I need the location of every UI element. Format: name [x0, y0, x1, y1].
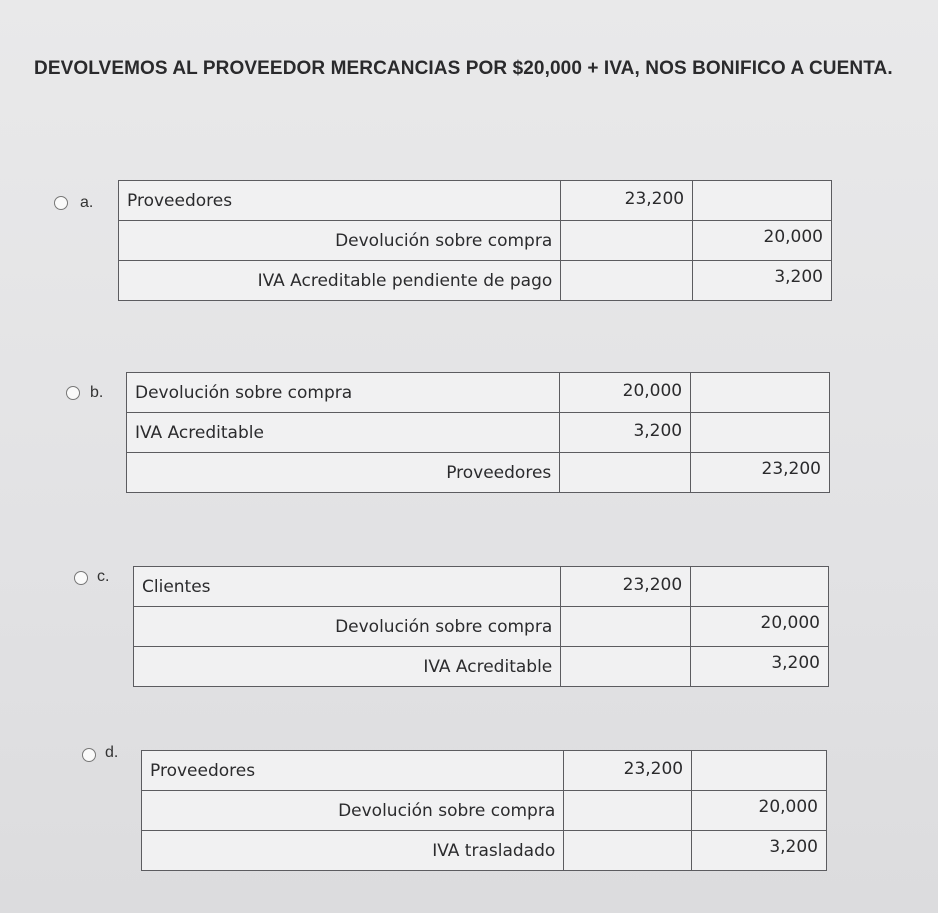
- account-cell: Proveedores: [127, 453, 560, 493]
- option-a-letter: a.: [80, 194, 94, 211]
- table-row: [142, 751, 827, 791]
- radio-option-a[interactable]: [54, 196, 68, 210]
- credit-cell: 20,000: [692, 791, 827, 831]
- account-cell: IVA Acreditable: [134, 647, 561, 687]
- debit-cell: 3,200: [560, 413, 691, 453]
- table-row: [134, 647, 829, 687]
- credit-cell: 20,000: [691, 607, 829, 647]
- option-d-letter: d.: [105, 744, 119, 761]
- table-row: [119, 261, 832, 301]
- journal-table-a: [118, 180, 832, 301]
- table-row: [119, 181, 832, 221]
- credit-cell: 3,200: [692, 831, 827, 871]
- account-cell: Devolución sobre compra: [134, 607, 561, 647]
- credit-cell: [691, 373, 830, 413]
- debit-cell: 23,200: [561, 181, 693, 221]
- table-row: [134, 567, 829, 607]
- table-row: [134, 607, 829, 647]
- journal-table-d: [141, 750, 827, 871]
- table-row: [142, 791, 827, 831]
- table-row: [142, 831, 827, 871]
- account-cell: IVA Acreditable pendiente de pago: [119, 261, 561, 301]
- table-row: [127, 373, 830, 413]
- account-cell: IVA Acreditable: [127, 413, 560, 453]
- account-cell: Proveedores: [119, 181, 561, 221]
- account-cell: Devolución sobre compra: [119, 221, 561, 261]
- debit-cell: [561, 607, 691, 647]
- credit-cell: [692, 751, 827, 791]
- credit-cell: 20,000: [693, 221, 832, 261]
- credit-cell: 3,200: [691, 647, 829, 687]
- debit-cell: 20,000: [560, 373, 691, 413]
- account-cell: Devolución sobre compra: [142, 791, 564, 831]
- debit-cell: [564, 831, 692, 871]
- journal-table-c: [133, 566, 829, 687]
- radio-option-d[interactable]: [82, 748, 96, 762]
- credit-cell: 3,200: [693, 261, 832, 301]
- debit-cell: [561, 261, 693, 301]
- account-cell: IVA trasladado: [142, 831, 564, 871]
- credit-cell: [691, 567, 829, 607]
- debit-cell: 23,200: [564, 751, 692, 791]
- debit-cell: [564, 791, 692, 831]
- option-c-letter: c.: [97, 568, 110, 585]
- credit-cell: 23,200: [691, 453, 830, 493]
- table-row: [127, 453, 830, 493]
- debit-cell: [561, 221, 693, 261]
- table-row: [119, 221, 832, 261]
- journal-table-b: [126, 372, 830, 493]
- account-cell: Devolución sobre compra: [127, 373, 560, 413]
- debit-cell: 23,200: [561, 567, 691, 607]
- credit-cell: [691, 413, 830, 453]
- debit-cell: [561, 647, 691, 687]
- credit-cell: [693, 181, 832, 221]
- table-row: [127, 413, 830, 453]
- option-b-letter: b.: [90, 384, 104, 401]
- account-cell: Clientes: [134, 567, 561, 607]
- radio-option-b[interactable]: [66, 386, 80, 400]
- radio-option-c[interactable]: [74, 571, 88, 585]
- account-cell: Proveedores: [142, 751, 564, 791]
- question-text: DEVOLVEMOS AL PROVEEDOR MERCANCIAS POR $20,000 + IVA, NOS BONIFICO A CUENTA.: [34, 58, 893, 79]
- debit-cell: [560, 453, 691, 493]
